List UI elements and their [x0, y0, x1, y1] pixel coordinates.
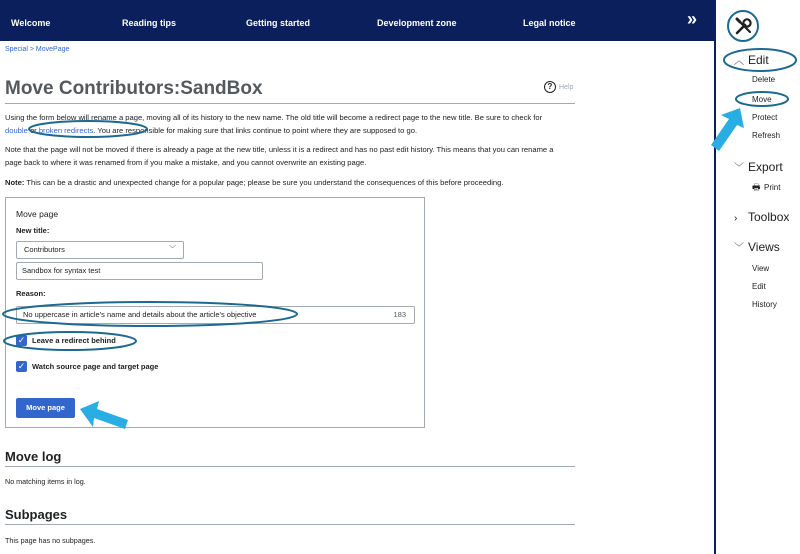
- sidebar-item-history[interactable]: History: [752, 300, 777, 309]
- sidebar-section-views[interactable]: ﹀ Views: [734, 240, 780, 254]
- reason-label: Reason:: [16, 289, 46, 298]
- help-link[interactable]: ? Help: [544, 81, 573, 94]
- sidebar-item-edit[interactable]: Edit: [752, 282, 766, 291]
- form-legend: Move page: [16, 209, 59, 219]
- namespace-select[interactable]: Contributors ﹀: [16, 241, 184, 259]
- chevron-right-icon: ›: [734, 213, 738, 224]
- printer-icon: 🖶: [752, 182, 761, 192]
- page-tools-sidebar: [714, 0, 800, 554]
- breadcrumb[interactable]: Special > MovePage: [5, 46, 70, 53]
- move-log-divider: [5, 466, 575, 467]
- sidebar-item-view[interactable]: View: [752, 264, 770, 273]
- top-navigation-bar: [0, 0, 714, 41]
- chevron-down-icon: ﹀: [169, 246, 176, 253]
- move-page-form: [5, 197, 425, 428]
- warning-paragraph: Note: This can be a drastic and unexpected change for a popular page; please be sure you understand the consequences of this before proceeding.: [5, 178, 504, 187]
- nav-getting-started[interactable]: Getting started: [246, 18, 311, 28]
- chevron-up-icon: ︿: [734, 56, 744, 67]
- nav-development-zone[interactable]: Development zone: [377, 18, 457, 28]
- nav-welcome[interactable]: Welcome: [11, 18, 51, 28]
- move-log-heading: Move log: [5, 449, 62, 464]
- sidebar-item-protect[interactable]: Protect: [752, 113, 778, 122]
- sidebar-item-print[interactable]: 🖶 Print: [752, 182, 781, 192]
- title-divider: [5, 103, 575, 104]
- watch-pages-label[interactable]: Watch source page and target page: [32, 362, 159, 371]
- nav-reading-tips[interactable]: Reading tips: [122, 18, 177, 28]
- tools-toggle-button[interactable]: [727, 10, 759, 42]
- question-mark-icon: ?: [544, 81, 556, 93]
- broken-redirects-link[interactable]: broken redirects: [38, 126, 94, 135]
- sidebar-item-refresh[interactable]: Refresh: [752, 131, 781, 140]
- chevron-down-icon: ﹀: [734, 163, 744, 174]
- sidebar-section-export[interactable]: ﹀ Export: [734, 160, 783, 174]
- subpages-text: This page has no subpages.: [5, 536, 96, 545]
- intro-paragraph: Using the form below will rename a page, moving all of its history to the new name. The old title will become a redirect page to the new title. Be sure to check for double or broken redirects. You are responsible for making sure that links continue to point where they are supposed to go.: [5, 113, 543, 135]
- double-redirects-link[interactable]: double: [5, 126, 28, 135]
- move-log-text: No matching items in log.: [5, 477, 86, 486]
- reason-input[interactable]: No uppercase in article's name and details about the article's objective 183: [16, 306, 415, 324]
- leave-redirect-checkbox[interactable]: ✓: [17, 335, 26, 345]
- sidebar-section-edit[interactable]: ︿ Edit: [734, 53, 769, 67]
- chevron-down-icon: ﹀: [734, 243, 744, 254]
- new-title-input[interactable]: Sandbox for syntax test: [16, 262, 263, 280]
- subpages-divider: [5, 524, 575, 525]
- leave-redirect-label[interactable]: Leave a redirect behind: [32, 336, 116, 345]
- page-title: Move Contributors:SandBox: [5, 78, 263, 99]
- nav-more-chevron-icon[interactable]: »: [687, 9, 698, 29]
- nav-legal-notice[interactable]: Legal notice: [523, 18, 576, 28]
- wrench-screwdriver-icon: [734, 17, 754, 37]
- sidebar-section-toolbox[interactable]: › Toolbox: [734, 210, 790, 224]
- subpages-heading: Subpages: [5, 507, 68, 522]
- new-title-label: New title:: [16, 226, 50, 235]
- sidebar-item-move[interactable]: Move: [752, 95, 772, 104]
- watch-pages-checkbox[interactable]: ✓: [17, 361, 26, 371]
- note-paragraph: Note that the page will not be moved if there is already a page at the new title, unless it is a redirect and has no past edit history. This means that you can rename a page back to where it was renamed from if you make a mistake, and you cannot overwrite an existing page.: [5, 145, 554, 167]
- reason-character-count: 183: [393, 310, 406, 319]
- move-page-button[interactable]: Move page: [16, 398, 75, 418]
- sidebar-item-delete[interactable]: Delete: [752, 75, 776, 84]
